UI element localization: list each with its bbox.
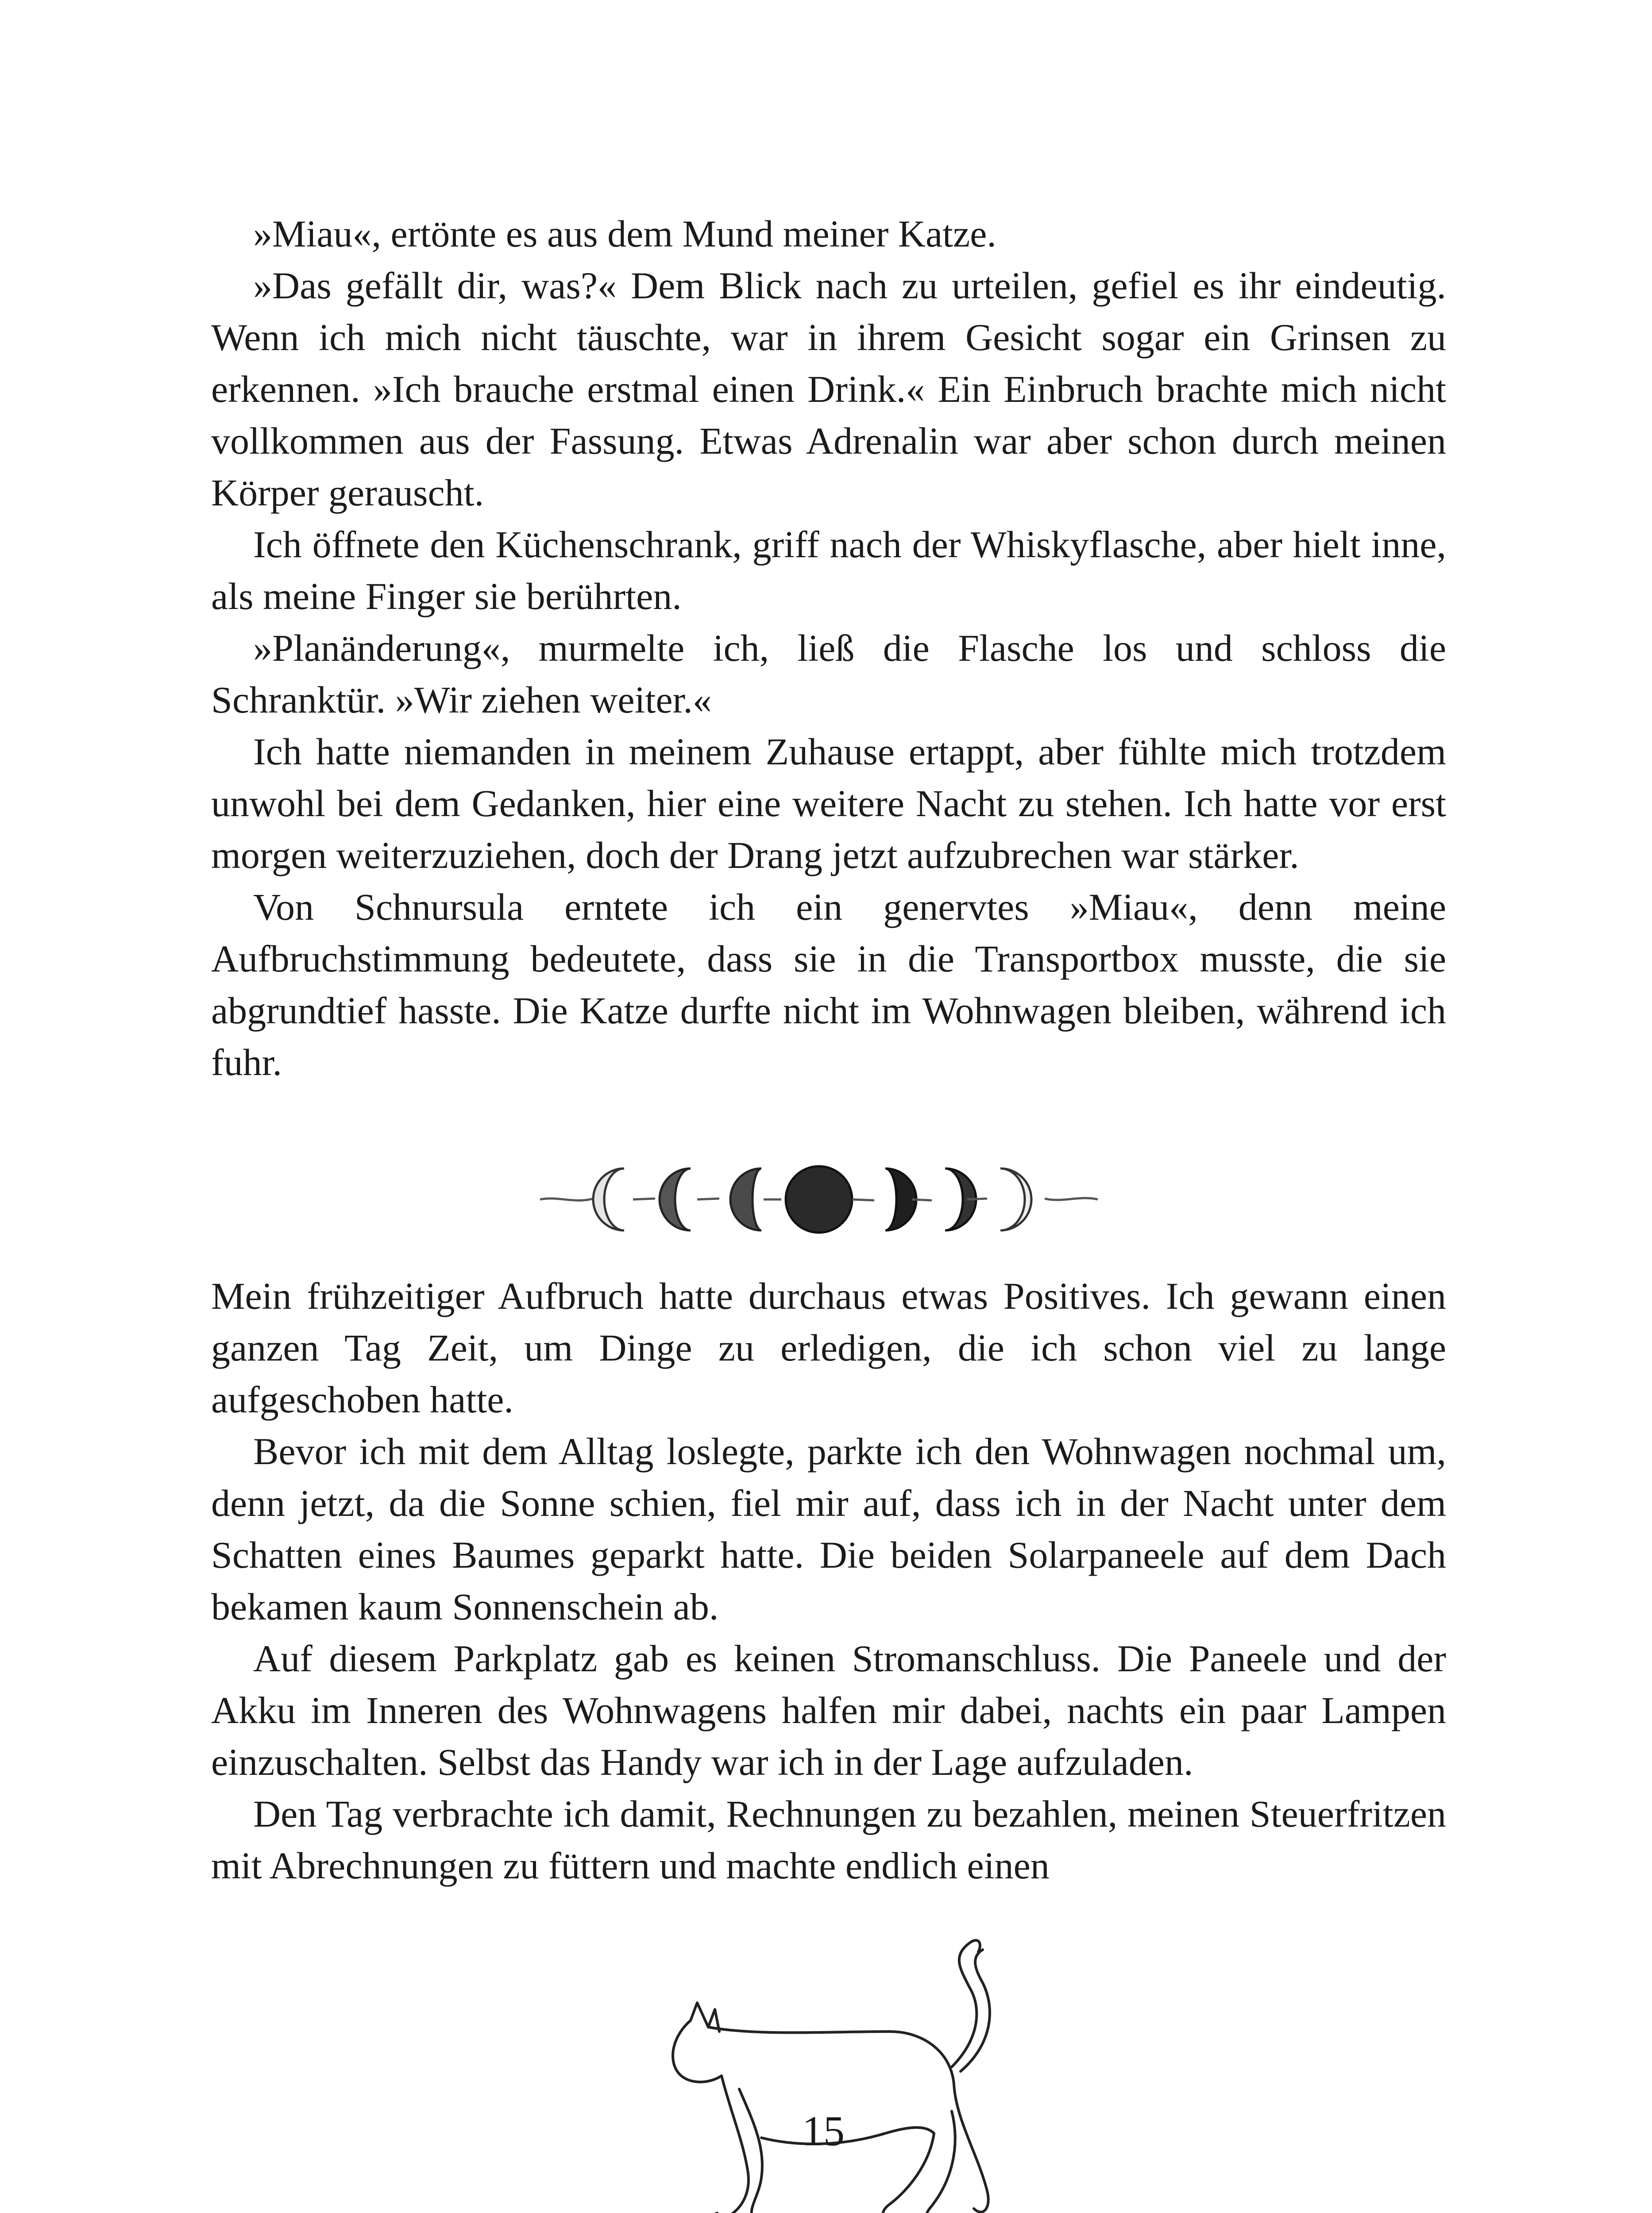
text-section-before-divider (211, 208, 1446, 1088)
paragraph: Ich öffnete den Küchenschrank, griff nach der Whiskyflasche, aber hielt inne, als meine Finger sie berührten. (211, 523, 1446, 617)
paragraph: »Das gefällt dir, was?« Dem Blick nach zu urteilen, gefiel es ihr eindeutig. Wenn ich mich nicht täuschte, war in ihrem Gesicht sogar ein Grinsen zu erkennen. »Ich brauche erstmal einen Drink.« Ein Einbruch brachte mich nicht vollkommen aus der Fassung. Etwas Adrenalin war aber schon durch meinen Körper gerauscht. (211, 264, 1446, 514)
walking-cat-icon (642, 1925, 1040, 2213)
paragraph: »Planänderung«, murmelte ich, ließ die Flasche los und schloss die Schranktür. »Wir ziehen weiter.« (211, 627, 1446, 721)
paragraph: Bevor ich mit dem Alltag loslegte, parkte ich den Wohnwagen nochmal um, denn jetzt, da die Sonne schien, fiel mir auf, dass ich in der Nacht unter dem Schatten eines Baumes geparkt hatte. Die beiden Solarpaneele auf dem Dach bekamen kaum Sonnenschein ab. (211, 1430, 1446, 1628)
paragraph: Von Schnursula erntete ich ein genervtes »Miau«, denn meine Aufbruchstimmung bedeutete, dass sie in die Transportbox musste, die sie abgrundtief hasste. Die Katze durfte nicht im Wohnwagen bleiben, während ich fuhr. (211, 886, 1446, 1083)
paragraph: Ich hatte niemanden in meinem Zuhause ertappt, aber fühlte mich trotzdem unwohl bei dem Gedanken, hier eine weitere Nacht zu stehen. Ich hatte vor erst morgen weiterzuziehen, doch der Drang jetzt aufzubrechen war stärker. (211, 730, 1446, 876)
paragraph: Mein frühzeitiger Aufbruch hatte durchaus etwas Positives. Ich gewann einen ganzen Tag Zeit, um Dinge zu erledigen, die ich schon viel zu lange aufgeschoben hatte. (211, 1275, 1446, 1421)
page-number: 15 (802, 2107, 845, 2155)
paragraph: »Miau«, ertönte es aus dem Mund meiner Katze. (253, 212, 996, 255)
text-section-after-divider (211, 1270, 1446, 1892)
paragraph: Auf diesem Parkplatz gab es keinen Stromanschluss. Die Paneele und der Akku im Inneren des Wohnwagens halfen mir dabei, nachts ein paar Lampen einzuschalten. Selbst das Handy war ich in der Lage aufzuladen. (211, 1637, 1446, 1783)
moon-phases-divider-icon (531, 1142, 1107, 1248)
paragraph: Den Tag verbrachte ich damit, Rechnungen zu bezahlen, meinen Steuerfritzen mit Abrechnungen zu füttern und machte endlich einen (211, 1793, 1446, 1887)
